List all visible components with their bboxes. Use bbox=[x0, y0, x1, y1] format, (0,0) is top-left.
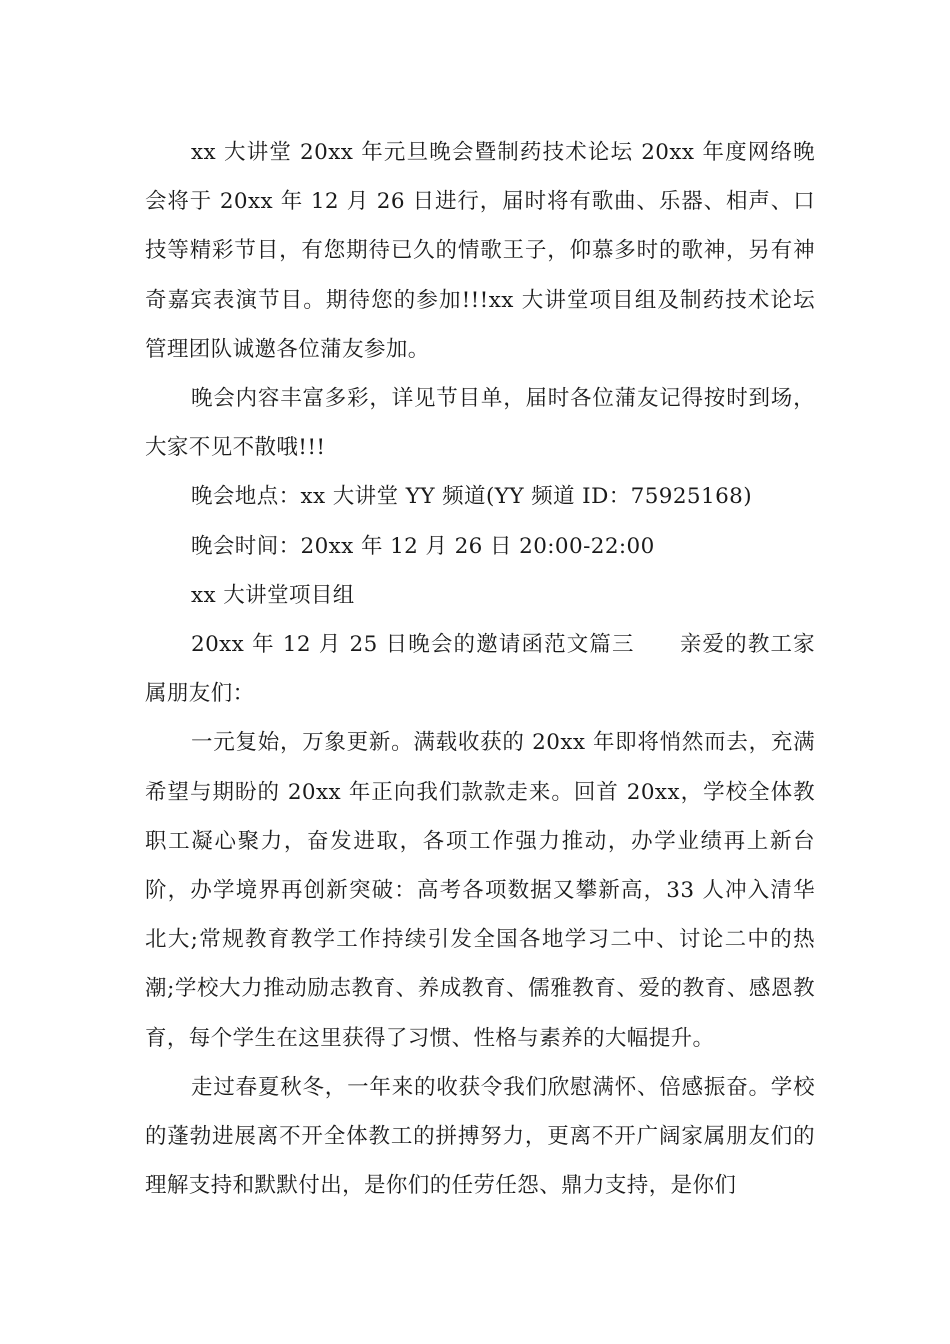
paragraph-venue: 晚会地点：xx 大讲堂 YY 频道(YY 频道 ID：75925168) bbox=[191, 484, 753, 510]
paragraph-invitation-intro: xx 大讲堂 20xx 年元旦晚会暨制药技术论坛 20xx 年度网络晚会将于 20xx 年 12 月 26 日进行，届时将有歌曲、乐器、相声、口技等精彩节目，有您期待已久的情歌王子，仰慕多时的歌神，另有神奇嘉宾表演节目。期待您的参加!!!xx 大讲堂项目组及制药技术论坛管理团队诚邀各位蒲友参加。 bbox=[145, 140, 815, 362]
paragraph-thanks: 走过春夏秋冬，一年来的收获令我们欣慰满怀、倍感振奋。学校的蓬勃进展离不开全体教工的拼搏努力，更离不开广阔家属朋友们的理解支持和默默付出，是你们的任劳任怨、鼎力支持，是你们 bbox=[145, 1074, 815, 1199]
paragraph-time: 晚会时间：20xx 年 12 月 26 日 20:00-22:00 bbox=[191, 533, 655, 559]
paragraph-year-review: 一元复始，万象更新。满载收获的 20xx 年即将悄然而去，充满希望与期盼的 20xx 年正向我们款款走来。回首 20xx，学校全体教职工凝心聚力，奋发进取，各项工作强力推动，办学业绩再上新台阶，办学境界再创新突破：高考各项数据又攀新高，33 人冲入清华北大;常规教育教学工作持续引发全国各地学习二中、讨论二中的热潮;学校大力推动励志教育、养成教育、儒雅教育、爱的教育、感恩教育，每个学生在这里获得了习惯、性格与素养的大幅提升。 bbox=[145, 730, 815, 1051]
paragraph-date-and-salutation: 20xx 年 12 月 25 日晚会的邀请函范文篇三 亲爱的教工家属朋友们： bbox=[145, 632, 815, 707]
paragraph-organizer: xx 大讲堂项目组 bbox=[191, 582, 355, 608]
document-body bbox=[145, 128, 815, 1210]
paragraph-program-note: 晚会内容丰富多彩，详见节目单，届时各位蒲友记得按时到场，大家不见不散哦!!! bbox=[145, 386, 815, 461]
